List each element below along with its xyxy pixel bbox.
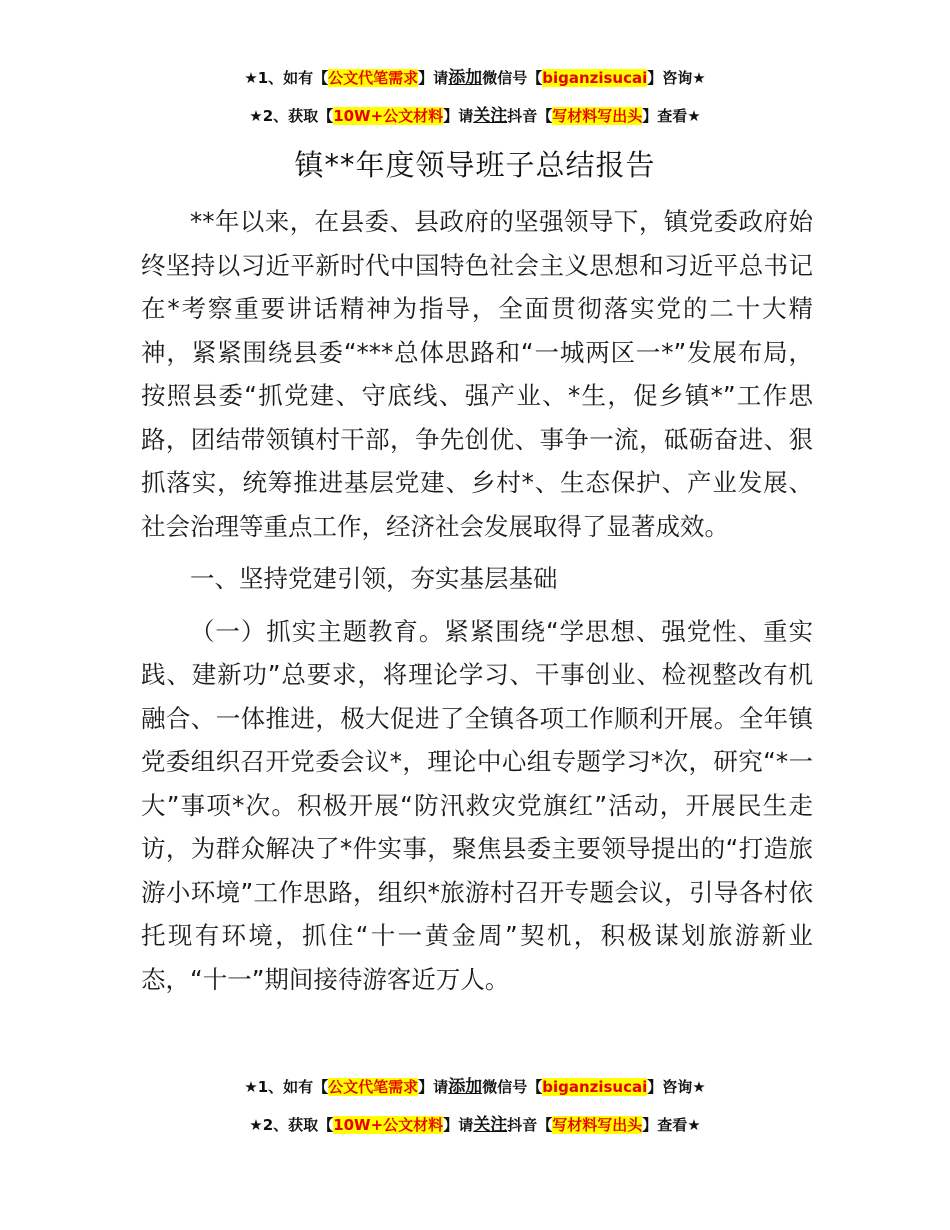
paragraph-subsection: （一）抓实主题教育。紧紧围绕“学思想、强党性、重实践、建新功”总要求，将理论学习、干事创业、检视整改有机融合、一体推进，极大促进了全镇各项工作顺利开展。全年镇党委组织召开党委会议*，理论中心组专题学习*次，研究“*一大”事项*次。积极开展“防汛救灾党旗红”活动，开展民生走访，为群众解决了*件实事，聚焦县委主要领导提出的“打造旅游小环境”工作思路，组织*旅游村召开专题会议，引导各村依托现有环境，抓住“十一黄金周”契机，积极谋划旅游新业态，“十一”期间接待游客近万人。 xyxy=(141,616,813,994)
banner-text: 】请 xyxy=(443,107,474,125)
banner-emphasis: 关注 xyxy=(473,1115,508,1135)
banner-text: 抖音【 xyxy=(507,107,553,125)
banner-text: 微信号【 xyxy=(482,69,543,87)
banner-text: 】查看★ xyxy=(642,1116,701,1134)
banner-emphasis: 添加 xyxy=(448,68,483,88)
banner-text: ★2、获取【 xyxy=(249,1116,334,1134)
banner-highlight: 10W+公文材料 xyxy=(333,107,444,125)
bottom-banner-line-2 xyxy=(0,1114,950,1136)
banner-highlight-douyin: 写材料写出头 xyxy=(552,1116,643,1134)
banner-highlight: 公文代笔需求 xyxy=(328,1078,419,1096)
top-banner-line-1 xyxy=(0,67,950,89)
banner-highlight-wechat: biganzisucai xyxy=(542,1078,648,1096)
banner-text: 】咨询★ xyxy=(647,1078,706,1096)
banner-highlight-douyin: 写材料写出头 xyxy=(552,107,643,125)
banner-text: 抖音【 xyxy=(507,1116,553,1134)
banner-text: 微信号【 xyxy=(482,1078,543,1096)
banner-text: ★2、获取【 xyxy=(249,107,334,125)
top-banner-line-2 xyxy=(0,105,950,127)
document-title: 镇**年度领导班子总结报告 xyxy=(294,148,656,182)
banner-highlight: 10W+公文材料 xyxy=(333,1116,444,1134)
paragraph-intro: **年以来，在县委、县政府的坚强领导下，镇党委政府始终坚持以习近平新时代中国特色社会主义思想和习近平总书记在*考察重要讲话精神为指导，全面贯彻落实党的二十大精神，紧紧围绕县委“***总体思路和“一城两区一*”发展布局，按照县委“抓党建、守底线、强产业、*生，促乡镇*”工作思路，团结带领镇村干部，争先创优、事争一流，砥砺奋进、狠抓落实，统筹推进基层党建、乡村*、生态保护、产业发展、社会治理等重点工作，经济社会发展取得了显著成效。 xyxy=(141,207,813,541)
banner-highlight: 公文代笔需求 xyxy=(328,69,419,87)
banner-text: ★1、如有【 xyxy=(244,1078,329,1096)
banner-highlight-wechat: biganzisucai xyxy=(542,69,648,87)
bottom-banner-line-1 xyxy=(0,1076,950,1098)
banner-text: 】咨询★ xyxy=(647,69,706,87)
section-heading: 一、坚持党建引领，夯实基层基础 xyxy=(190,564,558,593)
banner-text: 】查看★ xyxy=(642,107,701,125)
banner-text: ★1、如有【 xyxy=(244,69,329,87)
banner-text: 】请 xyxy=(418,69,449,87)
banner-text: 】请 xyxy=(443,1116,474,1134)
banner-emphasis: 关注 xyxy=(473,106,508,126)
banner-emphasis: 添加 xyxy=(448,1077,483,1097)
banner-text: 】请 xyxy=(418,1078,449,1096)
document-body xyxy=(141,200,813,1010)
